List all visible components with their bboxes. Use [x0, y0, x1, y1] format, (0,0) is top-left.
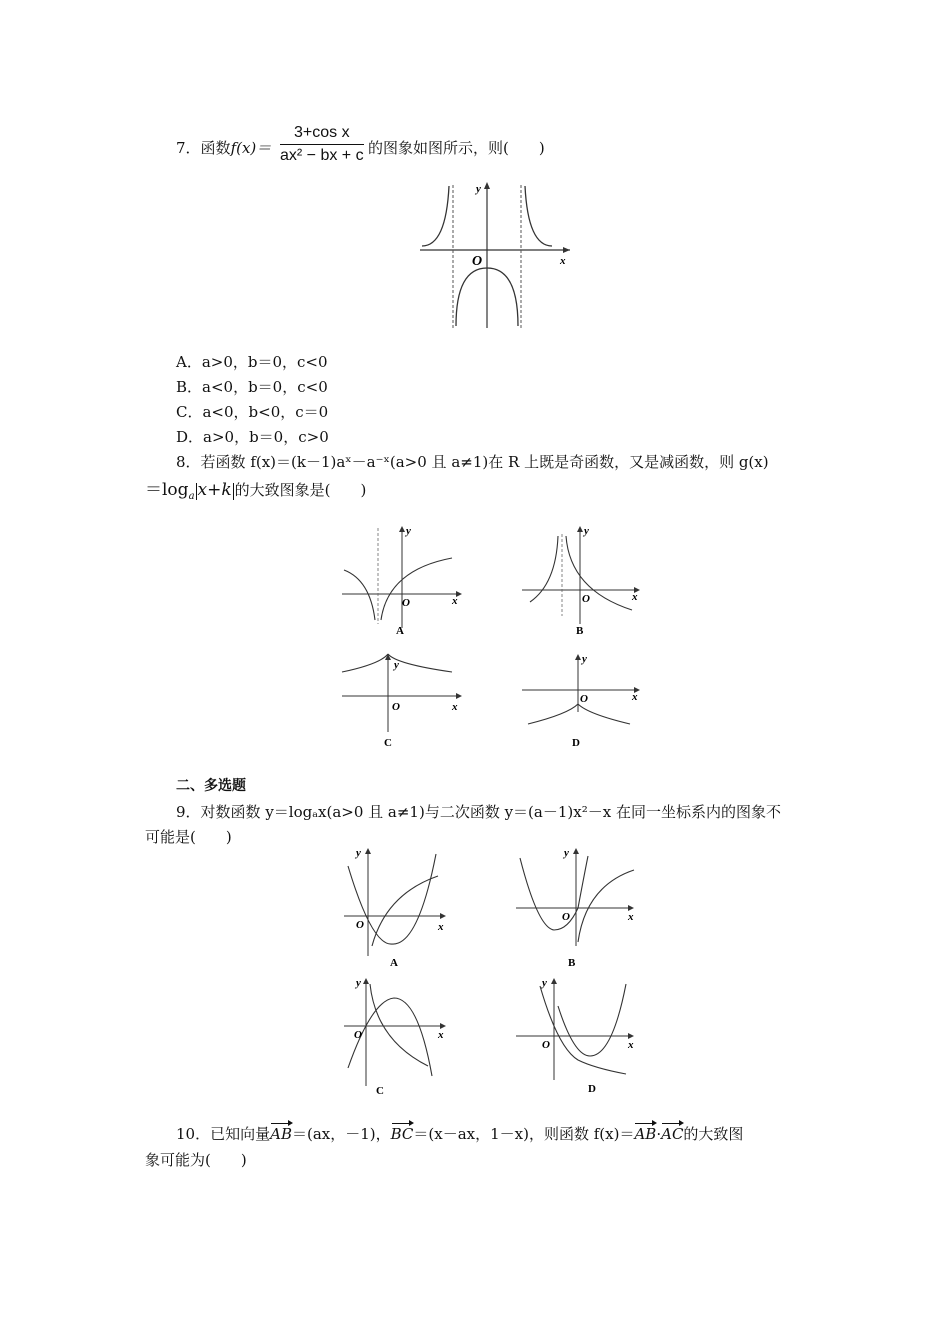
q9a-origin: O: [356, 919, 364, 931]
q7-stem: [176, 138, 271, 158]
q10-stem-line1: [176, 1124, 743, 1144]
q9c-label: C: [376, 1085, 384, 1097]
q8b-axis-x: x: [632, 591, 638, 603]
q8a-axis-y: y: [406, 525, 411, 537]
q8-figure-a: [340, 524, 465, 642]
q9-figure-d: [514, 976, 639, 1098]
q7-option-b: B．a<0，b＝0，c<0: [176, 378, 328, 396]
q9-line1: 对数函数 y＝logₐx(a>0 且 a≠1)与二次函数 y＝(a－1)x²－x 在同一坐标系内的图象不: [200, 803, 781, 821]
q7-axis-x: x: [560, 255, 566, 267]
q10-vector-ac: AC: [661, 1125, 684, 1143]
q10-vector-ab2: AB: [634, 1125, 657, 1143]
q9b-axis-y: y: [564, 847, 569, 859]
q8-log-base: a: [188, 491, 195, 502]
q8-log: ＝log: [145, 480, 189, 500]
q7-numerator: 3+cos x: [280, 124, 364, 145]
q8-post: 的大致图象是( ): [234, 481, 367, 499]
q7-post: 的图象如图所示，则( ): [368, 139, 545, 157]
q7-origin: O: [472, 254, 483, 269]
q8b-label: B: [576, 625, 584, 637]
q10-pre: 已知向量: [210, 1125, 271, 1143]
q8c-axis-y: y: [394, 659, 399, 671]
q8c-origin: O: [392, 701, 400, 713]
q8-figure-b: [520, 524, 645, 642]
q8c-axis-x: x: [452, 701, 458, 713]
q9-figure-a: [342, 846, 452, 970]
q10-vector-bc: BC: [390, 1125, 414, 1143]
q7-option-d: D．a>0，b＝0，c>0: [176, 428, 329, 446]
q8c-label: C: [384, 737, 392, 749]
q9a-label: A: [390, 957, 398, 969]
q7-figure: [420, 180, 572, 330]
q8-figure-c: [340, 652, 465, 752]
q9b-axis-x: x: [628, 911, 634, 923]
q9d-origin: O: [542, 1039, 550, 1051]
q8-line1: 若函数 f(x)＝(k－1)aˣ－a⁻ˣ(a>0 且 a≠1)在 R 上既是奇函数，又是减函数，则 g(x): [200, 453, 769, 471]
q9a-axis-y: y: [356, 847, 361, 859]
q8b-origin: O: [582, 593, 590, 605]
q8b-axis-y: y: [584, 525, 589, 537]
q9d-axis-y: y: [542, 977, 547, 989]
q8a-label: A: [396, 625, 404, 637]
q10-dot: ·: [656, 1125, 662, 1143]
q8-stem-line1: [176, 452, 769, 472]
q8-log-arg: x+k: [197, 480, 232, 500]
q9-stem-line1: [176, 802, 781, 822]
q9-number: 9．: [176, 803, 201, 821]
q9-stem-line2: 可能是( ): [145, 828, 232, 846]
q9c-axis-y: y: [356, 977, 361, 989]
q10-eq1: ＝(ax，－1)，: [291, 1125, 391, 1143]
q10-post: 的大致图: [683, 1125, 744, 1143]
q7-number: 7．: [176, 139, 201, 157]
q8d-label: D: [572, 737, 580, 749]
q9c-axis-x: x: [438, 1029, 444, 1041]
q8a-origin: O: [402, 597, 410, 609]
q8-stem-line2: [145, 480, 366, 507]
q8d-axis-x: x: [632, 691, 638, 703]
q9b-origin: O: [562, 911, 570, 923]
q7-option-a: A．a>0，b＝0，c<0: [176, 353, 328, 371]
q10-number: 10．: [176, 1125, 211, 1143]
q7-pre: 函数: [200, 139, 231, 157]
q7-func: f(x)＝: [230, 139, 272, 157]
q9a-axis-x: x: [438, 921, 444, 933]
q10-vector-ab: AB: [270, 1125, 292, 1143]
q8a-axis-x: x: [452, 595, 458, 607]
q9d-axis-x: x: [628, 1039, 634, 1051]
q7-axis-y: y: [476, 183, 481, 195]
q9d-label: D: [588, 1083, 596, 1095]
q9c-origin: O: [354, 1029, 362, 1041]
q9-figure-c: [342, 976, 452, 1098]
q7-denominator: ax² − bx + c: [280, 147, 364, 164]
q10-stem-line2: 象可能为( ): [145, 1151, 247, 1169]
q8-number: 8．: [176, 453, 201, 471]
q8d-axis-y: y: [582, 653, 587, 665]
q8-figure-d: [520, 652, 645, 752]
section-title: 二、多选题: [176, 778, 246, 794]
q9b-label: B: [568, 957, 576, 969]
q7-option-c: C．a<0，b<0，c＝0: [176, 403, 329, 421]
q10-eq2: ＝(x－ax，1－x)，则函数 f(x)＝: [413, 1125, 635, 1143]
q9-figure-b: [514, 846, 639, 970]
q7-fraction: [280, 124, 364, 165]
q8d-origin: O: [580, 693, 588, 705]
